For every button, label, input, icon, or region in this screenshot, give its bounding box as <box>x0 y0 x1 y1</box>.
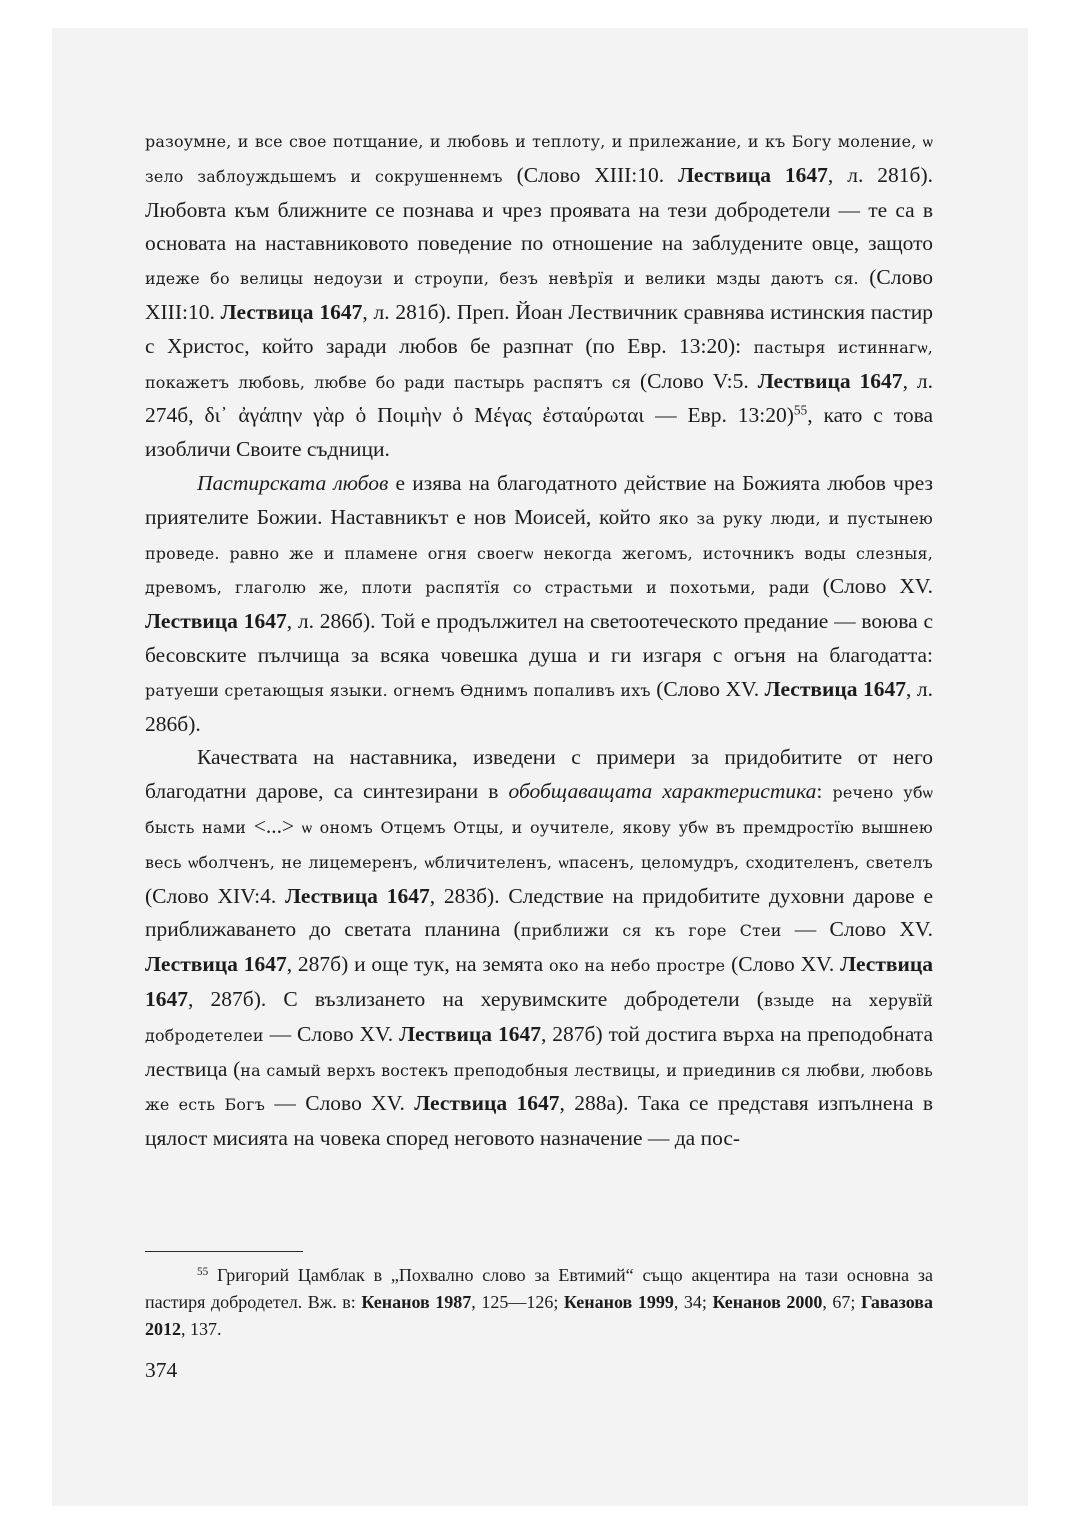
text-run: , 34; <box>673 1291 713 1312</box>
text-run: — Слово XV. <box>265 1091 415 1116</box>
text-run: , л. 286б). Той е продължител на светоотеческото предание — воюва с бесовските пълчища за всяка човешка душа и ги изгаря с огъня на благодатта: <box>145 609 933 667</box>
bold-reference: Лествица 1647 <box>399 1021 541 1046</box>
slavonic-quote: ѡ ономъ Отцемъ Отцы, и оучителе, якову убѡ въ премдростїю вышнею весь ѡболченъ, не лицемеренъ, ѡбличителенъ, ѡпасенъ, целомудръ, сходителенъ, светелъ <box>145 817 933 872</box>
bold-reference: Кенанов 1987 <box>361 1291 472 1312</box>
bold-reference: Лествица 1647 <box>757 368 903 393</box>
slavonic-quote: на самый верхъ востекъ преподобныя лествицы, и приединив ся любви, любовь же есть Богъ <box>145 1060 933 1115</box>
text-run: — Слово XV. <box>263 1021 400 1046</box>
page-number: 374 <box>145 1358 178 1382</box>
bold-reference: Лествица 1647 <box>145 952 287 977</box>
text-run: , л. 274б, δι᾽ ἀγάπην γὰρ ὁ Ποιμὴν ὁ Μέγας ἐσταύρωται — Евр. 13:20) <box>145 368 933 428</box>
bold-reference: Лествица 1647 <box>414 1091 560 1116</box>
footnote-marker: 55 <box>793 403 808 419</box>
text-run: <...> <box>246 813 302 838</box>
slavonic-quote: идеже бо велицы недоузи и строупи, безъ невѣрїя и велики мзды даютъ ся. <box>145 269 859 289</box>
paragraph <box>145 467 933 741</box>
slavonic-quote: разоумне, и все свое потщание, и любовь и теплоту, и прилежание, и къ Богу моление, ѡ зело заблоуждьшемъ и сокрушеннемъ <box>145 132 933 186</box>
text-run: , 125—126; <box>471 1291 564 1312</box>
text-run: , като с това изобличи Своите съдници. <box>145 403 933 462</box>
text-run: (Слово XV. <box>809 574 933 599</box>
text-run: , 287б) той достига върха на преподобната лествица ( <box>145 1021 934 1081</box>
text-run: — Слово XV. <box>781 917 933 942</box>
bold-reference: Лествица 1647 <box>145 609 287 634</box>
italic-term: обобщаващата характеристика <box>508 779 817 804</box>
bold-reference: Кенанов 2000 <box>712 1291 823 1312</box>
text-run: , 287б) и още тук, на земята <box>286 952 549 977</box>
text-run: Григорий Цамблак в „Похвално слово за Евтимий“ също акцентира на тази основна за пастиря добродетел. Вж. в: <box>145 1265 933 1312</box>
text-run: , л. 281б). Преп. Йоан Лествичник сравнява истинския пастир с Христос, който заради любов бе разпнат (по Евр. 13:20): <box>145 299 934 358</box>
text-run: , 137. <box>181 1318 222 1339</box>
slavonic-quote: речено убѡ бысть нами <box>145 783 933 837</box>
paragraph <box>145 124 933 467</box>
slavonic-quote: око на небо простре <box>548 956 726 976</box>
text-run: (Слово XV. <box>725 952 841 977</box>
text-run: , 287б). С възлизането на херувимските добродетели ( <box>188 986 764 1011</box>
slavonic-quote: пастыря истиннагѡ, покажетъ любовь, любве бо ради пастырь распятъ ся <box>145 337 933 392</box>
bold-reference: Лествица 1647 <box>220 299 363 324</box>
text-run: (Слово XIII:10. <box>502 162 679 187</box>
slavonic-quote: ратуеши сретающыя языки. огнемъ Ѳднимъ попаливъ ихъ <box>145 680 651 700</box>
bold-reference: Лествица 1647 <box>285 883 430 908</box>
main-text <box>145 124 933 1156</box>
paragraph <box>145 741 933 1156</box>
slavonic-quote: яко за руку люди, и пустынею проведе. равно же и пламене огня своегѡ некогда жегомъ, источникъ воды слезныя, древомъ, глаголю же, плоти распятїя со страстьми и похотьми, ради <box>145 508 933 598</box>
text-run: : <box>816 779 833 804</box>
text-run: , л. 286б). <box>145 676 934 736</box>
footnote-text <box>145 1262 933 1342</box>
footnote <box>145 1262 933 1342</box>
italic-term: Пастирската любов <box>197 470 389 495</box>
footnote-divider <box>145 1251 303 1252</box>
bold-reference: Лествица 1647 <box>145 952 934 1011</box>
text-run: (Слово V:5. <box>631 368 758 393</box>
bold-reference: Гавазова 2012 <box>145 1291 933 1339</box>
text-run: , л. 281б). Любовта към ближните се познава и чрез проявата на тези добродетели — те са в основата на наставниковото поведение по отношение на заблудените овце, защото <box>145 162 933 256</box>
text-run: , 67; <box>822 1291 861 1312</box>
footnote-marker: 55 <box>197 1265 209 1278</box>
text-run: (Слово XV. <box>650 676 765 701</box>
text-run: (Слово XIII:10. <box>145 265 934 324</box>
slavonic-quote: взыде на херувїй добродетелеи <box>145 990 934 1045</box>
slavonic-quote: приближи ся къ горе Стеи <box>520 921 782 941</box>
text-run: е изява на благодатното действие на Божията любов чрез приятелите Божии. Наставникът е нов Моисей, който <box>145 470 933 529</box>
bold-reference: Кенанов 1999 <box>563 1291 674 1312</box>
text-run: (Слово XIV:4. <box>145 883 285 908</box>
bold-reference: Лествица 1647 <box>764 676 907 701</box>
text-run: , 283б). Следствие на придобитите духовни дарове е приближаването до светата планина ( <box>145 883 934 942</box>
text-run: , 288а). Така се представя изпълнена в цялост мисията на човека според неговото назначение — да пос- <box>145 1091 934 1151</box>
text-run: Качествата на наставника, изведени с примери за придобитите от него благодатни дарове, са синтезирани в <box>145 745 933 804</box>
bold-reference: Лествица 1647 <box>678 162 828 187</box>
